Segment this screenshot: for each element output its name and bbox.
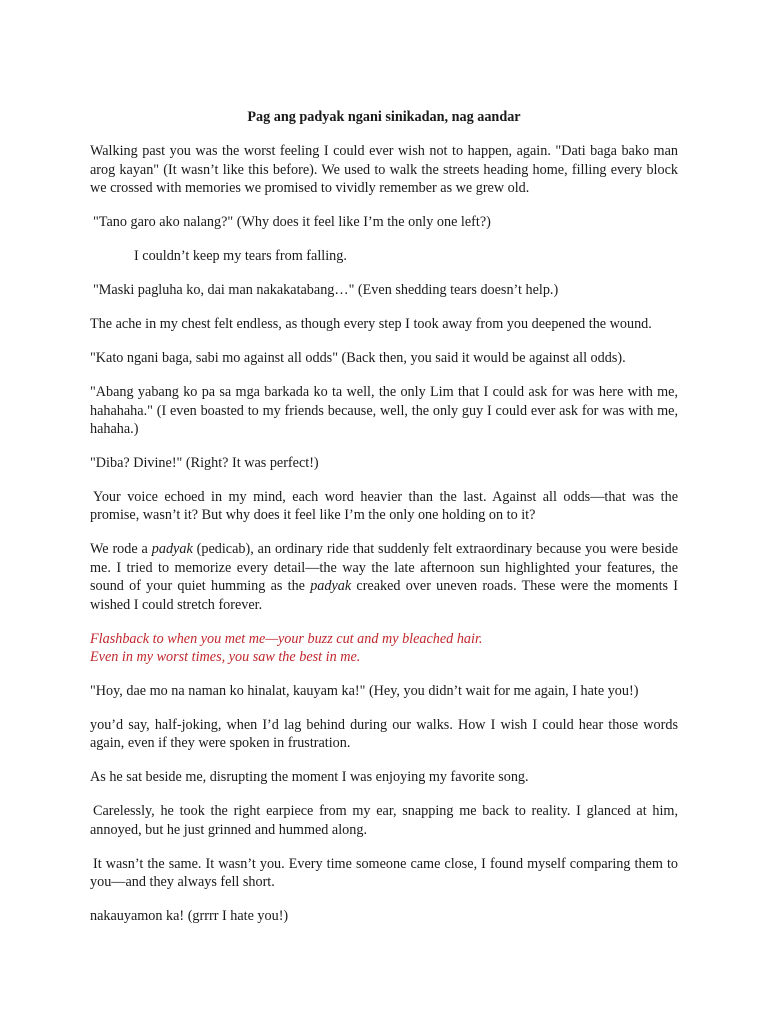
- paragraph-ache: The ache in my chest felt endless, as though every step I took away from you deepened the wound.: [90, 316, 652, 333]
- document-page: [90, 108, 678, 941]
- paragraph-diba-divine: "Diba? Divine!" (Right? It was perfect!): [90, 455, 319, 472]
- padyak-text-part3: creaked over uneven roads. These were the moments I wished I could stretch forever.: [90, 578, 678, 613]
- paragraph-maski-pagluha: "Maski pagluha ko, dai man nakakatabang…" (Even shedding tears doesn’t help.): [93, 282, 559, 299]
- paragraph-kato-ngani: "Kato ngani baga, sabi mo against all odds" (Back then, you said it would be against all odds).: [90, 350, 626, 367]
- flashback-line-1: Flashback to when you met me—your buzz cut and my bleached hair.: [90, 630, 483, 647]
- flashback-passage: [90, 630, 678, 667]
- padyak-italic-word: padyak: [151, 541, 193, 558]
- paragraph-padyak-ride: [90, 540, 678, 614]
- padyak-text-part2: (pedicab), an ordinary ride that suddenly felt extraordinary because you were beside me. I tried to memorize every detail—the way the late afternoon sun highlighted your features, the sound of your quiet humming as the: [90, 541, 678, 595]
- paragraph-abang-yabang: "Abang yabang ko pa sa mga barkada ko ta well, the only Lim that I could ask for was here with me, hahahaha." (I even boasted to my friends because, well, the only guy I could ever ask for was with me, hahaha.): [90, 384, 678, 438]
- document-title: Pag ang padyak ngani sinikadan, nag aandar: [247, 109, 521, 125]
- paragraph-nakauyamon: nakauyamon ka! (grrrr I hate you!): [90, 908, 289, 925]
- paragraph-hoy-dae: "Hoy, dae mo na naman ko hinalat, kauyam ka!" (Hey, you didn’t wait for me again, I hate you!): [90, 683, 639, 700]
- paragraph-not-the-same: It wasn’t the same. It wasn’t you. Every time someone came close, I found myself comparing them to you—and they always fell short.: [90, 855, 678, 891]
- paragraph-tears: I couldn’t keep my tears from falling.: [134, 248, 347, 265]
- paragraph-youd-say: you’d say, half-joking, when I’d lag behind during our walks. How I wish I could hear those words again, even if they were spoken in frustration.: [90, 717, 678, 752]
- paragraph-sat-beside: As he sat beside me, disrupting the moment I was enjoying my favorite song.: [90, 769, 529, 786]
- paragraph-carelessly: Carelessly, he took the right earpiece from my ear, snapping me back to reality. I glanced at him, annoyed, but he just grinned and hummed along.: [90, 803, 678, 838]
- padyak-italic-word: padyak: [310, 578, 352, 595]
- flashback-line-2: Even in my worst times, you saw the best in me.: [90, 649, 361, 666]
- paragraph-voice-echoed: Your voice echoed in my mind, each word heavier than the last. Against all odds—that was the promise, wasn’t it? But why does it feel like I’m the only one holding on to it?: [90, 489, 678, 524]
- paragraph-tano-garo: "Tano garo ako nalang?" (Why does it feel like I’m the only one left?): [93, 214, 491, 231]
- padyak-text-part1: We rode a: [90, 541, 152, 558]
- paragraph-walking-past: Walking past you was the worst feeling I could ever wish not to happen, again. "Dati baga bako man arog kayan" (It wasn’t like this before). We used to walk the streets heading home, filling every block we crossed with memories we promised to vividly remember as we grew old.: [90, 143, 678, 197]
